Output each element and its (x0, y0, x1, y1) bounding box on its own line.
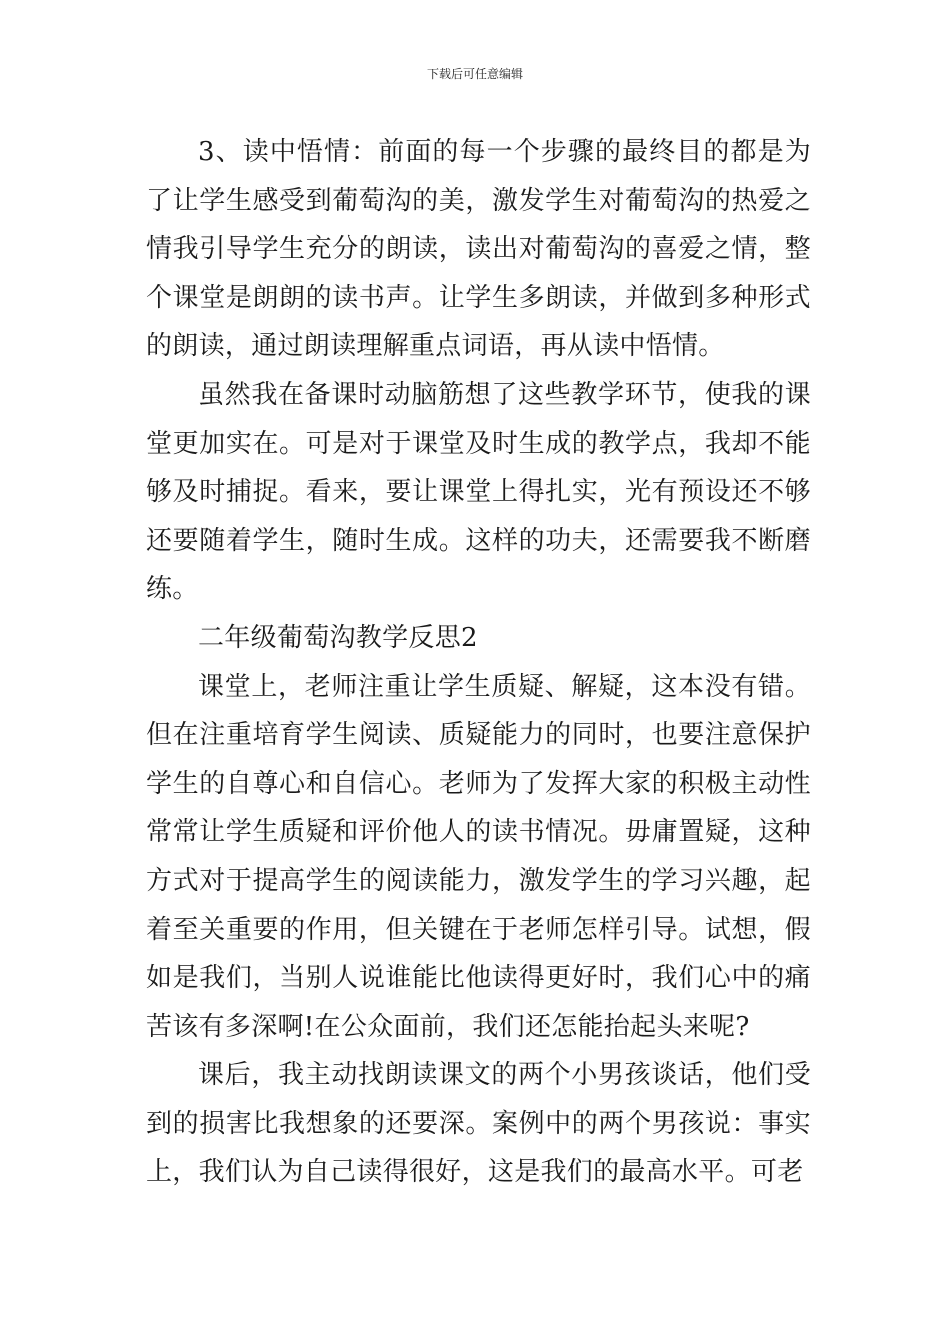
paragraph-classroom: 课堂上，老师注重让学生质疑、解疑，这本没有错。但在注重培育学生阅读、质疑能力的同时，也要注意保护学生的自尊心和自信心。老师为了发挥大家的积极主动性常常让学生质疑和评价他人的读书情况。毋庸置疑，这种方式对于提高学生的阅读能力，激发学生的学习兴趣，起着至关重要的作用，但关键在于老师怎样引导。试想，假如是我们，当别人说谁能比他读得更好时，我们心中的痛苦该有多深啊!在公众面前，我们还怎能抬起头来呢? (146, 671, 811, 1042)
paragraph-after-class: 课后，我主动找朗读课文的两个小男孩谈话，他们受到的损害比我想象的还要深。案例中的两个男孩说：事实上，我们认为自己读得很好，这是我们的最高水平。可老 (146, 1060, 811, 1188)
section-title: 二年级葡萄沟教学反思2 (198, 622, 478, 653)
document-body (146, 128, 811, 1197)
paragraph-reading-emotion: 3、读中悟情：前面的每一个步骤的最终目的都是为了让学生感受到葡萄沟的美，激发学生对葡萄沟的热爱之情我引导学生充分的朗读，读出对葡萄沟的喜爱之情，整个课堂是朗朗的读书声。让学生多朗读，并做到多种形式的朗读，通过朗读理解重点词语，再从读中悟情。 (146, 137, 811, 362)
page-header: 下载后可任意编辑 (426, 67, 523, 81)
paragraph-reflection: 虽然我在备课时动脑筋想了这些教学环节，使我的课堂更加实在。可是对于课堂及时生成的教学点，我却不能够及时捕捉。看来，要让课堂上得扎实，光有预设还不够还要随着学生，随时生成。这样的功夫，还需要我不断磨练。 (146, 379, 811, 605)
